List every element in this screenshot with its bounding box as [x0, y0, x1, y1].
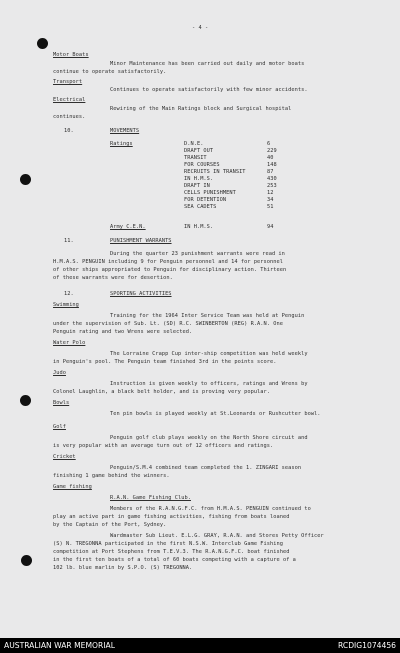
movement-label: FOR COURSES [184, 162, 220, 168]
text-line: During the quarter 23 punishment warrants were read in [110, 251, 285, 257]
text-line: Continues to operate satisfactorily with few minor accidents. [110, 87, 308, 93]
movement-label: FOR DETENTION [184, 197, 227, 203]
text-line: play an active part in game fishing activities, fishing from boats loaned [53, 514, 290, 520]
movement-value: 94 [267, 224, 274, 230]
footer-record-id: RCDIG1074456 [338, 641, 396, 650]
heading-golf: Golf [53, 424, 66, 430]
heading-cricket: Cricket [53, 454, 76, 460]
section-number: 12. [64, 291, 74, 297]
text-line: is very popular with an average turn out of 12 officers and ratings. [53, 443, 274, 449]
movement-value: 430 [267, 176, 277, 182]
section-number: 11. [64, 238, 74, 244]
text-line: Penguin golf club plays weekly on the North Shore circuit and [110, 435, 308, 441]
text-line: continue to operate satisfactorily. [53, 69, 167, 75]
text-line: of these warrants were for desertion. [53, 275, 173, 281]
archive-footer [0, 638, 400, 653]
text-line: by the Captain of the Port, Sydney. [53, 522, 167, 528]
movement-label: IN H.M.S. [184, 176, 214, 182]
text-line: Instruction is given weekly to officers, ratings and Wrens by [110, 381, 308, 387]
text-line: Members of the R.A.N.G.F.C. from H.M.A.S. PENGUIN continued to [110, 506, 311, 512]
punch-hole [20, 174, 31, 185]
punch-hole [21, 555, 32, 566]
footer-source: AUSTRALIAN WAR MEMORIAL [4, 641, 115, 650]
text-line: Penguin rating and two Wrens were selected. [53, 329, 193, 335]
heading-bowls: Bowls [53, 400, 70, 406]
movement-label: DRAFT OUT [184, 148, 214, 154]
heading-movements: MOVEMENTS [110, 128, 140, 134]
text-line: Wardmaster Sub Lieut. E.L.G. GRAY, R.A.N. and Stores Petty Officer [110, 533, 324, 539]
page-number: - 4 - [192, 25, 209, 31]
movement-value: 34 [267, 197, 274, 203]
movement-value: 87 [267, 169, 274, 175]
text-line: Rewiring of the Main Ratings block and Surgical hospital [110, 106, 292, 112]
text-line: in the first ten boats of a total of 60 boats competing with a capture of a [53, 557, 296, 563]
movement-value: 148 [267, 162, 277, 168]
movement-label: D.N.E. [184, 141, 204, 147]
movement-value: 253 [267, 183, 277, 189]
movement-label: SEA CADETS [184, 204, 217, 210]
heading-motor-boats: Motor Boats [53, 52, 89, 58]
text-line: Penguin/S.M.4 combined team completed the 1. ZINGARI season [110, 465, 302, 471]
text-line: continues. [53, 114, 86, 120]
punch-hole [20, 395, 31, 406]
heading-punishment-warrants: PUNISHMENT WARRANTS [110, 238, 172, 244]
subheading-ran-game-fishing-club: R.A.N. Game Fishing Club. [110, 495, 191, 501]
movement-value: 51 [267, 204, 274, 210]
text-line: The Lorraine Crapp Cup inter-ship competition was held weekly [110, 351, 308, 357]
text-line: of other ships appropriated to Penguin for disciplinary action. Thirteen [53, 267, 287, 273]
text-line: H.M.A.S. PENGUIN including 9 for Penguin personnel and 14 for personnel [53, 259, 283, 265]
heading-game-fishing: Game fishing [53, 484, 92, 490]
section-number: 10. [64, 128, 74, 134]
heading-judo: Judo [53, 370, 66, 376]
text-line: Colonel Laughlin, a black belt holder, and is proving very popular. [53, 389, 271, 395]
text-line: Ten pin bowls is played weekly at St.Leonards or Rushcutter bowl. [110, 411, 321, 417]
movement-label: DRAFT IN [184, 183, 210, 189]
movement-value: 40 [267, 155, 274, 161]
heading-electrical: Electrical [53, 97, 86, 103]
label-ratings: Ratings [110, 141, 133, 147]
movement-label: RECRUITS IN TRANSIT [184, 169, 246, 175]
movement-value: 6 [267, 141, 271, 147]
heading-water-polo: Water Polo [53, 340, 86, 346]
movement-label: CELLS PUNISHMENT [184, 190, 236, 196]
text-line: in Penguin's pool. The Penguin team finished 3rd in the points score. [53, 359, 277, 365]
heading-transport: Transport [53, 79, 83, 85]
movement-label: TRANSIT [184, 155, 207, 161]
label-army-cen: Army C.E.N. [110, 224, 146, 230]
text-line: 102 lb. blue marlin by S.P.O. (S) TREGONNA. [53, 565, 193, 571]
text-line: competition at Port Stephens from T.E.V.3. The R.A.N.G.F.C. boat finished [53, 549, 290, 555]
movement-label: IN H.M.S. [184, 224, 214, 230]
movement-value: 229 [267, 148, 277, 154]
text-line: (S) N. TREGONNA participated in the first N.S.W. Interclub Game Fishing [53, 541, 283, 547]
text-line: under the supervision of Sub. Lt. (SD) R.C. SWINBERTON (REG) R.A.N. One [53, 321, 283, 327]
text-line: finishing 1 game behind the winners. [53, 473, 170, 479]
text-line: Minor Maintenance has been carried out daily and motor boats [110, 61, 305, 67]
heading-swimming: Swimming [53, 302, 79, 308]
punch-hole [37, 38, 48, 49]
movement-value: 12 [267, 190, 274, 196]
heading-sporting-activities: SPORTING ACTIVITIES [110, 291, 172, 297]
text-line: Training for the 1964 Inter Service Team was held at Penguin [110, 313, 305, 319]
